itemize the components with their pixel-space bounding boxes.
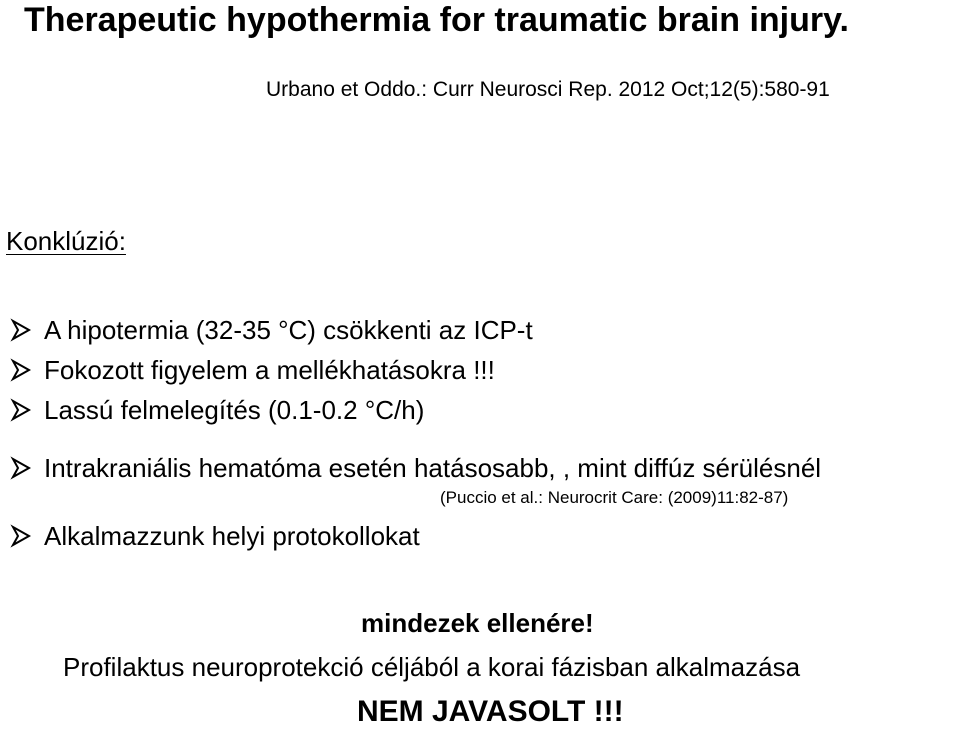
- list-item: [8, 310, 821, 350]
- citation: Urbano et Oddo.: Curr Neurosci Rep. 2012 Oct;12(5):580-91: [266, 78, 830, 101]
- arrowhead-bullet-icon: [8, 317, 34, 343]
- list-item-text: A hipotermia (32-35 °C) csökkenti az ICP-t: [44, 314, 533, 345]
- arrowhead-bullet-icon: [8, 455, 34, 481]
- list-item-text: Alkalmazzunk helyi protokollokat: [44, 520, 420, 551]
- list-item-text: Lassú felmelegítés (0.1-0.2 °C/h): [44, 394, 425, 425]
- statement-text: Profilaktus neuroprotekció céljából a korai fázisban alkalmazása: [63, 652, 801, 682]
- list-item: [8, 390, 821, 430]
- final-statement: NEM JAVASOLT !!!: [357, 695, 624, 728]
- section-heading: Konklúzió:: [6, 226, 126, 256]
- emphasis-text: mindezek ellenére!: [361, 608, 594, 638]
- reference-citation: (Puccio et al.: Neurocrit Care: (2009)11:82-87): [440, 488, 789, 507]
- list-item-text: Intrakraniális hematóma esetén hatásosabb, , mint diffúz sérülésnél: [44, 452, 822, 483]
- arrowhead-bullet-icon: [8, 357, 34, 383]
- arrowhead-bullet-icon: [8, 523, 34, 549]
- list-item: [8, 516, 420, 556]
- list-item: [8, 350, 821, 390]
- list-item-text: Fokozott figyelem a mellékhatásokra !!!: [44, 354, 495, 385]
- list-item: [8, 448, 821, 488]
- arrowhead-bullet-icon: [8, 397, 34, 423]
- conclusion-list: [8, 310, 821, 488]
- slide-title: Therapeutic hypothermia for traumatic brain injury.: [24, 1, 849, 39]
